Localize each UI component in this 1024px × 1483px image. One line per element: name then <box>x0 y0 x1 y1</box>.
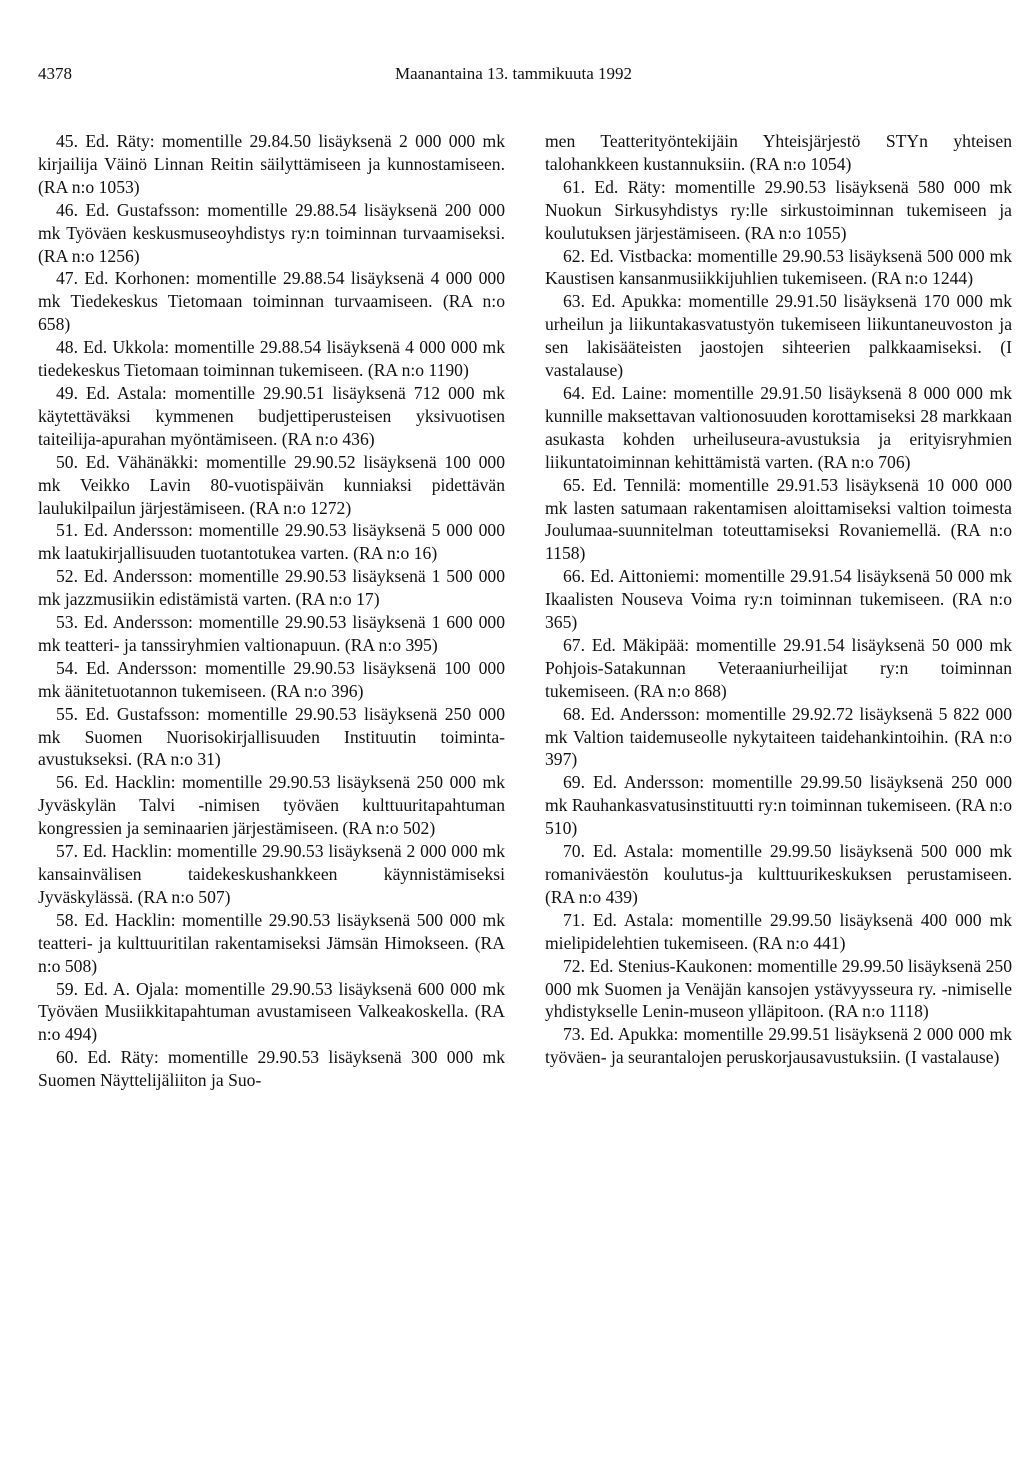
left-column <box>38 130 505 1092</box>
running-title: Maanantaina 13. tammikuuta 1992 <box>395 64 632 83</box>
paragraph: 51. Ed. Andersson: momentille 29.90.53 lisäyksenä 5 000 000 mk laatukirjallisuuden tuotantotukea varten. (RA n:o 16) <box>38 520 505 564</box>
paragraph: 58. Ed. Hacklin: momentille 29.90.53 lisäyksenä 500 000 mk teatteri- ja kulttuuritilan rakentamiseksi Jämsän Himokseen. (RA n:o 508) <box>38 909 505 976</box>
paragraph-continuation: men Teatterityöntekijäin Yhteisjärjestö STYn yhteisen talohankkeen kustannuksiin. (RA n:o 1054) <box>545 131 1012 174</box>
paragraph: 46. Ed. Gustafsson: momentille 29.88.54 lisäyksenä 200 000 mk Työväen keskusmuseoyhdistys ry:n toiminnan turvaamiseksi. (RA n:o 1256) <box>38 199 505 266</box>
page-number: 4378 <box>38 64 72 83</box>
paragraph: 48. Ed. Ukkola: momentille 29.88.54 lisäyksenä 4 000 000 mk tiedekeskus Tietomaan toiminnan tukemiseen. (RA n:o 1190) <box>38 337 505 381</box>
paragraph: 63. Ed. Apukka: momentille 29.91.50 lisäyksenä 170 000 mk urheilun ja liikuntakasvatustyön tukemiseen liikuntaneuvoston ja sen lakisääteisten jaostojen sihteerien palkkaamiseksi. (I vastalause) <box>545 291 1012 381</box>
paragraph: 64. Ed. Laine: momentille 29.91.50 lisäyksenä 8 000 000 mk kunnille maksettavan valtionosuuden korottamiseksi 28 markkaan asukasta kohden urheiluseura-avustuksia ja erityisryhmien liikuntatoiminnan kehittämistä varten. (RA n:o 706) <box>545 382 1012 472</box>
right-column <box>545 130 1012 1069</box>
paragraph: 59. Ed. A. Ojala: momentille 29.90.53 lisäyksenä 600 000 mk Työväen Musiikkitapahtuman avustamiseen Valkeakoskella. (RA n:o 494) <box>38 978 505 1045</box>
paragraph: 66. Ed. Aittoniemi: momentille 29.91.54 lisäyksenä 50 000 mk Ikaalisten Nouseva Voima ry:n toiminnan tukemiseen. (RA n:o 365) <box>545 566 1012 633</box>
paragraph: 50. Ed. Vähänäkki: momentille 29.90.52 lisäyksenä 100 000 mk Veikko Lavin 80-vuotispäivän kunniaksi pidettävän laulukilpailun järjestämiseen. (RA n:o 1272) <box>38 451 505 518</box>
paragraph: 72. Ed. Stenius-Kaukonen: momentille 29.99.50 lisäyksenä 250 000 mk Suomen ja Venäjän kansojen ystävyysseura ry. -nimiselle yhdistykselle Lenin-museon ylläpitoon. (RA n:o 1118) <box>545 955 1012 1022</box>
paragraph: 65. Ed. Tennilä: momentille 29.91.53 lisäyksenä 10 000 000 mk lasten satumaan rakentamisen aloittamiseksi valtion toimesta Joulumaa-suunnitelman toteuttamiseksi Rovaniemellä. (RA n:o 1158) <box>545 474 1012 564</box>
paragraph: 68. Ed. Andersson: momentille 29.92.72 lisäyksenä 5 822 000 mk Valtion taidemuseolle nykytaiteen taidehankintoihin. (RA n:o 397) <box>545 703 1012 770</box>
paragraph: 60. Ed. Räty: momentille 29.90.53 lisäyksenä 300 000 mk Suomen Näyttelijäliiton ja Suo- <box>38 1047 505 1091</box>
paragraph: 55. Ed. Gustafsson: momentille 29.90.53 lisäyksenä 250 000 mk Suomen Nuorisokirjallisuuden Instituutin toiminta-avustukseksi. (RA n:o 31) <box>38 703 505 770</box>
paragraph: 52. Ed. Andersson: momentille 29.90.53 lisäyksenä 1 500 000 mk jazzmusiikin edistämistä varten. (RA n:o 17) <box>38 566 505 610</box>
paragraph: 61. Ed. Räty: momentille 29.90.53 lisäyksenä 580 000 mk Nuokun Sirkusyhdistys ry:lle sirkustoiminnan tukemiseen ja koulutuksen järjestämiseen. (RA n:o 1055) <box>545 176 1012 243</box>
paragraph: 54. Ed. Andersson: momentille 29.90.53 lisäyksenä 100 000 mk äänitetuotannon tukemiseen. (RA n:o 396) <box>38 657 505 701</box>
paragraph: 73. Ed. Apukka: momentille 29.99.51 lisäyksenä 2 000 000 mk työväen- ja seurantalojen peruskorjausavustuksiin. (I vastalause) <box>545 1024 1012 1068</box>
paragraph: 70. Ed. Astala: momentille 29.99.50 lisäyksenä 500 000 mk romaniväestön koulutus-ja kulttuurikeskuksen perustamiseen. (RA n:o 439) <box>545 841 1012 907</box>
paragraph: 49. Ed. Astala: momentille 29.90.51 lisäyksenä 712 000 mk käytettäväksi kymmenen budjettiperusteisen yksivuotisen taiteilija-apurahan myöntämiseen. (RA n:o 436) <box>38 382 505 449</box>
paragraph: 45. Ed. Räty: momentille 29.84.50 lisäyksenä 2 000 000 mk kirjailija Väinö Linnan Reitin säilyttämiseen ja kunnostamiseen. (RA n:o 1053) <box>38 131 505 197</box>
paragraph: 57. Ed. Hacklin: momentille 29.90.53 lisäyksenä 2 000 000 mk kansainvälisen taidekeskushankkeen käynnistämiseksi Jyväskylässä. (RA n:o 507) <box>38 841 505 907</box>
paragraph: 53. Ed. Andersson: momentille 29.90.53 lisäyksenä 1 600 000 mk teatteri- ja tanssiryhmien valtionapuun. (RA n:o 395) <box>38 612 505 655</box>
paragraph: 71. Ed. Astala: momentille 29.99.50 lisäyksenä 400 000 mk mielipidelehtien tukemiseen. (RA n:o 441) <box>545 909 1012 953</box>
paragraph: 47. Ed. Korhonen: momentille 29.88.54 lisäyksenä 4 000 000 mk Tiedekeskus Tietomaan toiminnan turvaamiseen. (RA n:o 658) <box>38 268 505 335</box>
paragraph: 69. Ed. Andersson: momentille 29.99.50 lisäyksenä 250 000 mk Rauhankasvatusinstituutti ry:n toiminnan tukemiseen. (RA n:o 510) <box>545 772 1012 839</box>
paragraph: 62. Ed. Vistbacka: momentille 29.90.53 lisäyksenä 500 000 mk Kaustisen kansanmusiikkijuhlien tukemiseen. (RA n:o 1244) <box>545 245 1012 289</box>
paragraph: 56. Ed. Hacklin: momentille 29.90.53 lisäyksenä 250 000 mk Jyväskylän Talvi -nimisen työväen kulttuuritapahtuman kongressien ja seminaarien järjestämiseen. (RA n:o 502) <box>38 772 505 839</box>
paragraph: 67. Ed. Mäkipää: momentille 29.91.54 lisäyksenä 50 000 mk Pohjois-Satakunnan Veteraaniurheilijat ry:n toiminnan tukemiseen. (RA n:o 868) <box>545 634 1012 701</box>
page-header <box>38 64 638 90</box>
